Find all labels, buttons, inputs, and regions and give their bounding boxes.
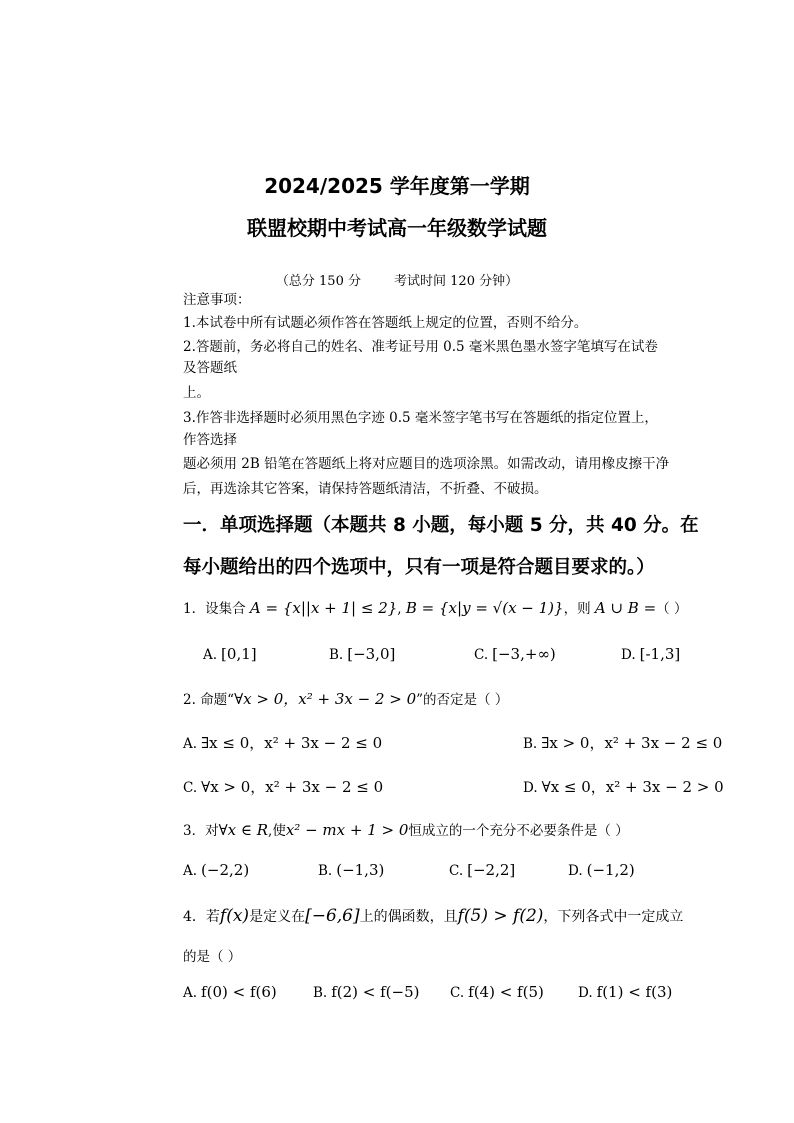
- question-number: 2.: [183, 692, 196, 708]
- notice-line: 上。: [183, 385, 210, 401]
- quantifier-expression: ∀x ∈ R: [218, 821, 269, 839]
- q3-option-a: A. (−2,2): [183, 861, 250, 879]
- q1-option-b: B. [−3,0]: [329, 645, 396, 663]
- inequality-expression: x² − mx + 1 > 0: [285, 821, 409, 839]
- q3-option-b: B. (−1,3): [318, 861, 385, 879]
- question-4: [183, 906, 683, 926]
- q3-option-d: D. (−1,2): [568, 861, 635, 879]
- function-expression: f(x): [219, 906, 250, 926]
- question-1: 1．设集合 A = {x||x + 1| ≤ 2}, B = {x|y = √(x − 1)}，则 A ∪ B =（ ）: [183, 599, 688, 617]
- question-text: 命题“: [200, 692, 235, 708]
- q4-option-b: B. f(2) < f(−5): [313, 983, 420, 1001]
- question-2: [183, 688, 508, 709]
- q1-option-a: A. [0,1]: [203, 645, 257, 663]
- question-text: 设集合: [205, 601, 246, 617]
- question-number: 1．: [183, 601, 206, 617]
- q4-option-a: A. f(0) < f(6): [183, 983, 277, 1001]
- exam-info: （总分 150 分 考试时间 120 分钟）: [275, 274, 519, 289]
- notice-line: 题必须用 2B 铅笔在答题纸上将对应题目的选项涂黑。如需改动，请用橡皮擦干净: [183, 456, 670, 472]
- exam-title-line2: 联盟校期中考试高一年级数学试题: [247, 216, 547, 240]
- union-expression: A ∪ B =: [594, 599, 657, 617]
- question-number: 4．: [183, 909, 206, 925]
- q2-option-b: B. ∃x > 0，x² + 3x − 2 ≤ 0: [523, 734, 723, 752]
- question-text: 对: [205, 823, 219, 839]
- question-text: 上的偶函数，且: [359, 909, 458, 925]
- notice-line: 1.本试卷中所有试题必须作答在答题纸上规定的位置，否则不给分。: [183, 315, 588, 331]
- notice-heading: 注意事项：: [183, 292, 251, 308]
- proposition-expression: ∀x > 0，x² + 3x − 2 > 0: [234, 690, 417, 708]
- notice-line: 后，再选涂其它答案，请保持答题纸清洁，不折叠、不破损。: [183, 481, 548, 497]
- q4-option-c: C. f(4) < f(5): [450, 983, 544, 1001]
- q2-option-c: C. ∀x > 0，x² + 3x − 2 ≤ 0: [183, 778, 384, 796]
- question-4-line2: 的是（ ）: [183, 949, 242, 965]
- exam-title-line1: 2024/2025 学年度第一学期: [264, 174, 530, 198]
- q2-option-d: D. ∀x ≤ 0，x² + 3x − 2 > 0: [523, 778, 724, 796]
- q4-option-d: D. f(1) < f(3): [578, 983, 673, 1001]
- section-heading-line1: 一．单项选择题（本题共 8 小题，每小题 5 分，共 40 分。在: [183, 515, 699, 536]
- notice-line: 2.答题前，务必将自己的姓名、准考证号用 0.5 毫米黑色墨水签字笔填写在试卷: [183, 339, 658, 355]
- q1-option-d: D. [-1,3]: [621, 645, 681, 663]
- q3-option-c: C. [−2,2]: [449, 861, 516, 879]
- notice-line: 作答选择: [183, 432, 237, 448]
- question-text: 若: [205, 909, 220, 925]
- set-b-expression: B = {x|y = √(x − 1)}: [405, 599, 564, 617]
- q1-option-c: C. [−3,+∞): [474, 645, 556, 663]
- domain-expression: [−6,6]: [305, 906, 360, 926]
- q2-option-a: A. ∃x ≤ 0，x² + 3x − 2 ≤ 0: [183, 734, 383, 752]
- notice-line: 及答题纸: [183, 360, 237, 376]
- section-heading-line2: 每小题给出的四个选项中，只有一项是符合题目要求的。）: [183, 557, 655, 578]
- answer-paren: （ ）: [656, 601, 688, 617]
- question-text: 恒成立的一个充分不必要条件是（ ）: [408, 823, 629, 839]
- question-text: ”的否定是（ ）: [416, 692, 509, 708]
- question-text: ，下列各式中一定成立: [543, 909, 684, 925]
- question-3: [183, 819, 629, 839]
- notice-line: 3.作答非选择题时必须用黑色字迹 0.5 毫米签字笔书写在答题纸的指定位置上，: [183, 410, 658, 426]
- question-number: 3．: [183, 823, 206, 839]
- question-text: ，则: [563, 601, 591, 617]
- question-text: 是定义在: [249, 909, 306, 925]
- condition-expression: f(5) > f(2): [457, 906, 544, 926]
- set-a-expression: A = {x||x + 1| ≤ 2}: [249, 599, 398, 617]
- question-text: ,使: [268, 823, 286, 839]
